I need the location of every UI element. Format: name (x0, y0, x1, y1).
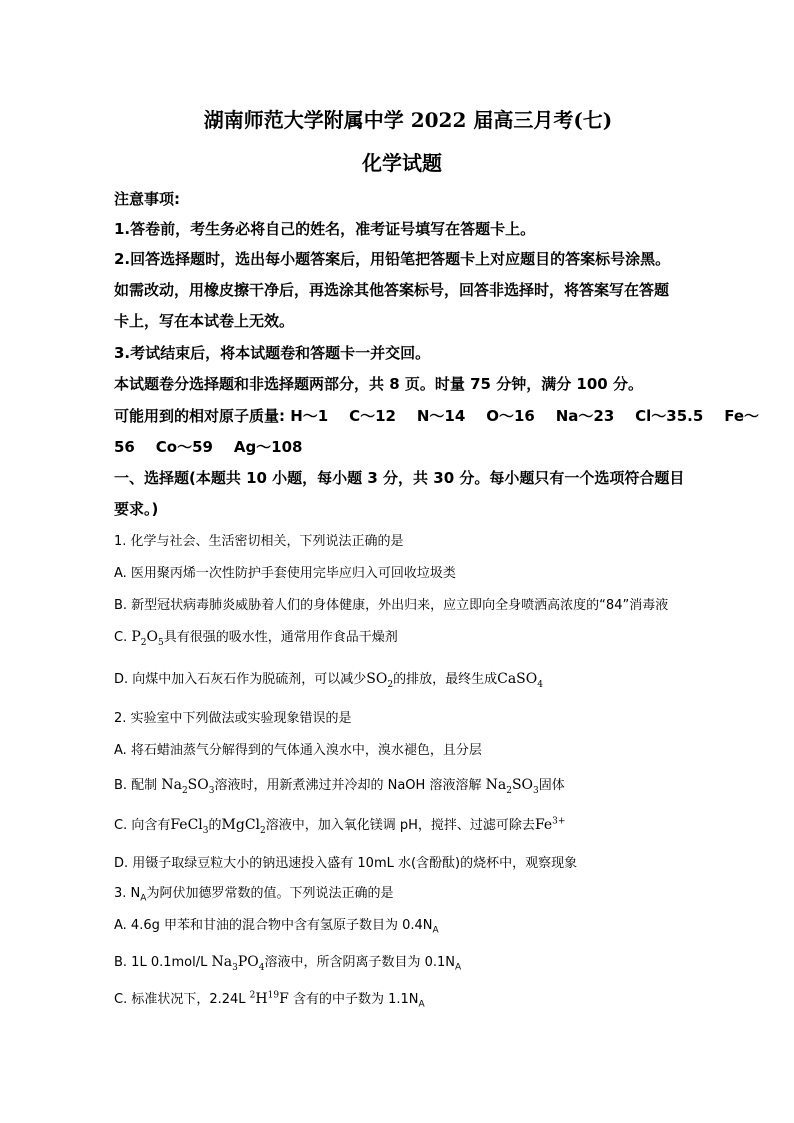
q1-option-b: B. 新型冠状病毒肺炎威胁着人们的身体健康，外出归来，应立即向全身喷洒高浓度的“84”消毒液 (114, 598, 669, 613)
q2-option-c-prefix: C. 向含有 (114, 818, 171, 833)
subscript-a: A (418, 999, 425, 1010)
formula-na2so3: $Na_2SO_3$ (161, 777, 215, 796)
q3-stem (114, 882, 393, 904)
subscript-a: A (140, 893, 147, 904)
q3-option-b (114, 951, 461, 973)
notes-item-1: 1.答卷前，考生务必将自己的姓名，准考证号填写在答题卡上。 (114, 220, 536, 238)
formula-na3po4: $Na_3PO_4$ (211, 954, 265, 973)
q2-option-c (114, 814, 565, 836)
q2-option-a: A. 将石蜡油蒸气分解得到的气体通入溴水中，溴水褪色，且分层 (114, 743, 482, 758)
q2-option-b-post: 固体 (538, 778, 565, 793)
q3-option-c (114, 988, 425, 1010)
section-heading-1: 一、选择题(本题共 10 小题，每小题 3 分，共 30 分。每小题只有一个选项符合题目 (114, 469, 685, 487)
q1-option-d-prefix: D. 向煤中加入石灰石作为脱硫剂，可以减少 (114, 672, 367, 687)
formula-fe3plus: $Fe^{3+}$ (534, 816, 566, 833)
q2-option-d: D. 用镊子取绿豆粒大小的钠迅速投入盛有 10mL 水(含酚酞)的烧杯中，观察现象 (114, 856, 578, 871)
notes-item-2a: 2.回答选择题时，选出每小题答案后，用铅笔把答题卡上对应题目的答案标号涂黑。 (114, 250, 671, 268)
exam-info: 本试题卷分选择题和非选择题两部分，共 8 页。时量 75 分钟，满分 100 分。 (114, 375, 643, 393)
atomic-mass-line-1: 可能用到的相对原子质量: H～1 C～12 N～14 O～16 Na～23 Cl～35.5 Fe～ (114, 407, 760, 425)
notes-item-2c: 卡上，写在本试卷上无效。 (114, 312, 295, 330)
formula-mgcl2: MgCl$_2$ (221, 817, 266, 836)
formula-2h19f: $^2H^{19}F$ (249, 990, 289, 1007)
q2-option-b-prefix: B. 配制 (114, 778, 162, 793)
q1-option-d-mid: 的排放，最终生成 (393, 672, 498, 687)
formula-fecl3: FeCl$_3$ (170, 817, 209, 836)
q1-option-c-prefix: C. (114, 630, 132, 645)
section-heading-2: 要求。) (114, 500, 159, 518)
q3-option-b-mid: 溶液中，所含阴离子数目为 0.1N (264, 955, 456, 970)
q1-stem: 1. 化学与社会、生活密切相关，下列说法正确的是 (114, 534, 404, 549)
subscript-a: A (455, 962, 462, 973)
q1-option-a: A. 医用聚丙烯一次性防护手套使用完毕应归入可回收垃圾类 (114, 566, 456, 581)
q2-option-c-mid1: 的 (208, 818, 222, 833)
formula-na2so3-2: $Na_2SO_3$ (485, 777, 539, 796)
q1-option-d (114, 668, 543, 690)
q2-option-b (114, 774, 565, 796)
notes-item-2b: 如需改动，用橡皮擦干净后，再选涂其他答案标号，回答非选择时，将答案写在答题 (114, 281, 670, 299)
q3-stem-prefix: 3. N (114, 886, 141, 901)
page-title: 湖南师范大学附属中学 2022 届高三月考(七) (203, 108, 613, 132)
formula-p2o5: $P_2O_5$ (131, 629, 164, 648)
formula-caso4: CaSO$_4$ (497, 671, 543, 690)
q3-option-b-prefix: B. 1L 0.1mol/L (114, 955, 212, 970)
formula-so2: $SO_2$ (366, 671, 394, 690)
q3-option-c-prefix: C. 标准状况下，2.24L (114, 992, 250, 1007)
q3-option-a-text: A. 4.6g 甲苯和甘油的混合物中含有氢原子数目为 0.4N (114, 918, 433, 933)
q3-option-a (114, 914, 439, 936)
q2-option-c-mid2: 溶液中，加入氧化镁调 pH，搅拌、过滤可除去 (265, 818, 535, 833)
q1-option-c-text: 具有很强的吸水性，通常用作食品干燥剂 (163, 630, 398, 645)
q1-option-c (114, 626, 398, 648)
page-subtitle: 化学试题 (362, 151, 442, 175)
subscript-a: A (432, 925, 439, 936)
q3-option-c-mid: 含有的中子数为 1.1N (292, 992, 419, 1007)
q2-stem: 2. 实验室中下列做法或实验现象错误的是 (114, 711, 352, 726)
q3-stem-text: 为阿伏加德罗常数的值。下列说法正确的是 (146, 886, 394, 901)
notes-item-3: 3.考试结束后，将本试题卷和答题卡一并交回。 (114, 344, 431, 362)
q2-option-b-mid: 溶液时，用新煮沸过并冷却的 NaOH 溶液溶解 (214, 778, 486, 793)
notes-heading: 注意事项: (114, 190, 180, 208)
atomic-mass-line-2: 56 Co～59 Ag～108 (114, 438, 303, 456)
